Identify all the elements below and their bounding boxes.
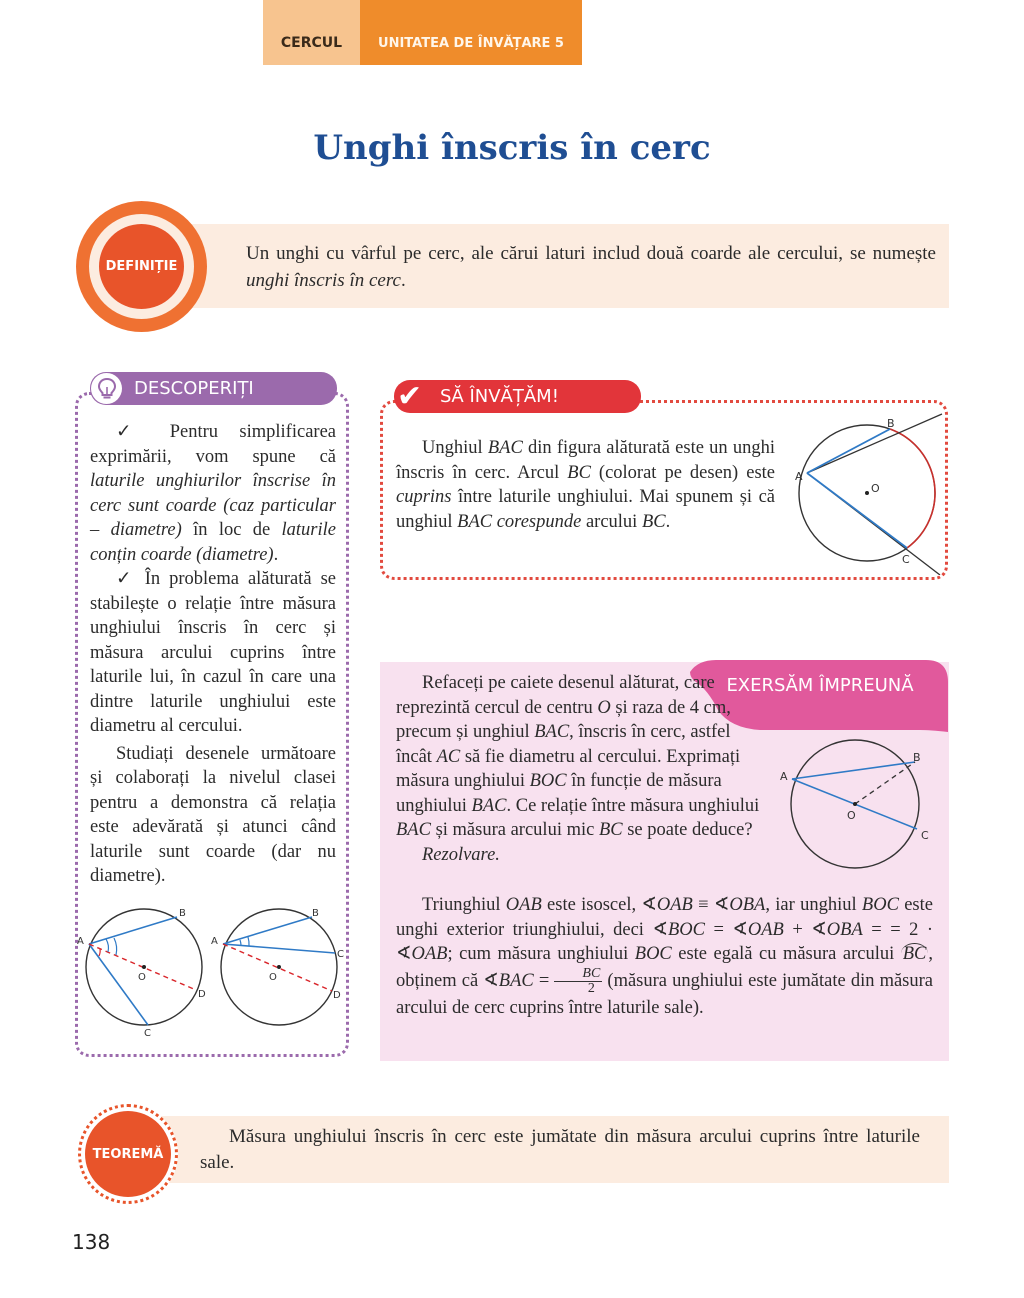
checkmark-icon: ✔	[397, 379, 423, 414]
fraction: $\frac{BC}{2}$	[554, 967, 602, 996]
exercise-header: EXERSĂM ÎMPREUNĂ	[726, 675, 914, 696]
arc-bc: BC	[902, 944, 927, 964]
ex-fig-label-b: B	[913, 751, 921, 764]
ex-fig-label-o: O	[847, 809, 856, 822]
page-number: 138	[72, 1230, 111, 1254]
learn-text: Unghiul BAC din figura alăturată este un unghi înscris în cerc. Arcul BC (colorat pe desen) este cuprins între laturile unghiului. Mai spunem și că unghiul BAC corespunde arcului BC.	[396, 438, 776, 532]
learn-fig-label-c: C	[902, 553, 910, 566]
header-tab-unit: UNITATEA DE ÎNVĂȚARE 5	[360, 0, 582, 65]
discover-paragraph-2: ✓ În problema alăturată se stabilește o relație între măsura unghiului înscris în cerc și măsura arcului cuprins între laturile lui, în cazul în care una dintre laturile unghiului este diametru al cercului.	[90, 569, 336, 736]
fig1-label-c: C	[144, 1028, 151, 1039]
learn-fig-label-b: B	[887, 417, 895, 430]
learn-header: SĂ ÎNVĂȚĂM!	[394, 380, 641, 413]
learn-fig-label-a: A	[795, 470, 803, 483]
fig1-label-o: O	[138, 972, 146, 983]
theorem-badge: TEOREMĂ	[85, 1111, 171, 1197]
discover-header: DESCOPERIȚI	[90, 372, 337, 405]
definition-text: Un unghi cu vârful pe cerc, ale cărui laturi includ două coarde ale cercului, se numește unghi înscris în cerc.	[246, 243, 936, 291]
fig2-label-b: B	[312, 908, 319, 919]
exercise-figure	[775, 735, 940, 875]
exercise-statement: Refaceți pe caiete desenul alăturat, care reprezintă cercul de centru O și raza de 4 cm, precum și unghiul BAC, înscris în cerc, astfel încât AC să fie diametru al cercului. Exprimați măsura unghiului BOC în funcție de măsura unghiului BAC. Ce relație între măsura unghiului BAC și măsura arcului mic BC se poate deduce? Rezolvare.	[396, 673, 760, 865]
discover-figure-1	[76, 900, 216, 1040]
discover-paragraph-3: Studiați desenele următoare și colaborați la nivelul clasei pentru a demonstra că relația este adevărată și atunci când laturile sunt coarde (dar nu diametre).	[90, 743, 336, 886]
header-tab-chapter: CERCUL	[263, 0, 360, 65]
discover-paragraph-1: ✓ Pentru simplificarea exprimării, vom spune că laturile unghiurilor înscrise în cerc sunt coarde (caz particular – diametre) în loc de laturile conțin coarde (diametre).	[90, 422, 336, 565]
fig1-label-b: B	[179, 908, 186, 919]
lightbulb-icon	[91, 373, 122, 404]
fig2-label-a: A	[211, 936, 218, 947]
discover-figure-2	[206, 900, 348, 1040]
fig2-label-o: O	[269, 972, 277, 983]
fig2-label-d: D	[333, 990, 341, 1001]
page-title: Unghi înscris în cerc	[313, 128, 711, 168]
discover-text	[90, 420, 336, 889]
learn-figure	[790, 410, 950, 575]
theorem-text: Măsura unghiului înscris în cerc este jumătate din măsura arcului cuprins între laturile sale.	[200, 1126, 920, 1173]
fig1-label-d: D	[198, 989, 206, 1000]
learn-fig-label-o: O	[871, 482, 880, 495]
definition-badge: DEFINIȚIE	[99, 224, 184, 309]
fig1-label-a: A	[77, 936, 84, 947]
ex-fig-label-c: C	[921, 829, 929, 842]
fig2-label-c: C	[337, 949, 344, 960]
ex-fig-label-a: A	[780, 770, 788, 783]
exercise-solution: Triunghiul OAB este isoscel, ∢OAB ≡ ∢OBA, iar unghiul BOC este unghi exterior triunghiului, deci ∢BOC = ∢OAB + ∢OBA = = 2 · ∢OAB; cum măsura unghiului BOC este egală cu măsura arcului BC , obținem că ∢BAC = $\frac{BC}{2}$ (măsura unghiului este jumătate din măsura arcului de cerc cuprins între laturile sale).	[396, 895, 934, 1018]
